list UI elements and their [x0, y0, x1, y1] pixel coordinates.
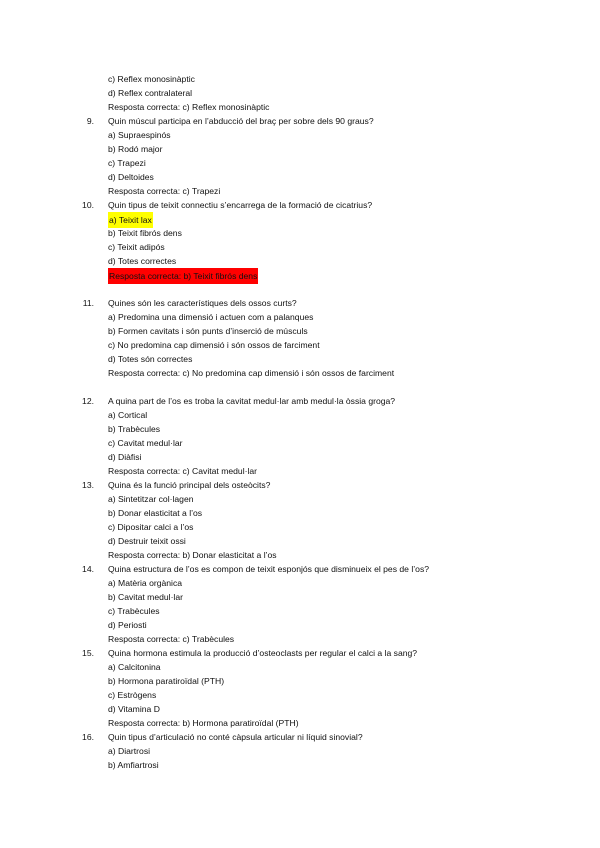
q8-option-d: d) Reflex contralateral — [108, 88, 193, 98]
q14-question: Quina estructura de l’os es compon de teixit esponjós que disminueix el pes de l’os? — [108, 564, 430, 574]
q9-option-d-line — [0, 170, 600, 184]
q10-option-a-highlighted: a) Teixit lax — [108, 212, 153, 228]
q16-question: Quin tipus d’articulació no conté càpsula articular ni líquid sinovial? — [108, 732, 363, 742]
q12-option-b: b) Trabècules — [108, 424, 161, 434]
q8-answer-line — [0, 100, 600, 114]
q15-option-a: a) Calcitonina — [108, 662, 161, 672]
q9-option-a-line — [0, 128, 600, 142]
q12-option-c: c) Cavitat medul·lar — [108, 438, 183, 448]
q10-answer-line — [0, 268, 600, 282]
q8-answer: Resposta correcta: c) Reflex monosinàptic — [108, 102, 270, 112]
q16-option-a: a) Diartrosi — [108, 746, 151, 756]
q12-answer-line — [0, 464, 600, 478]
q11-number: 11. — [82, 298, 94, 308]
q16-option-b: b) Amfiartrosi — [108, 760, 159, 770]
q10-option-d-line — [0, 254, 600, 268]
q15-option-a-line — [0, 660, 600, 674]
q11-option-d: d) Totes són correctes — [108, 354, 193, 364]
q13-number: 13. — [82, 480, 94, 490]
q10-option-a-line — [0, 212, 600, 226]
q10-option-b-line — [0, 226, 600, 240]
q13-question: Quina és la funció principal dels osteòcits? — [108, 480, 271, 490]
q15-option-c-line — [0, 688, 600, 702]
q13-option-a: a) Sintetitzar col·lagen — [108, 494, 194, 504]
q13-option-b: b) Donar elasticitat a l’os — [108, 508, 203, 518]
q10-option-d: d) Totes correctes — [108, 256, 177, 266]
q12-option-a-line — [0, 408, 600, 422]
q9-option-c: c) Trapezi — [108, 158, 146, 168]
q13-option-b-line — [0, 506, 600, 520]
q15-question-line — [0, 646, 600, 660]
q15-option-d: d) Vitamina D — [108, 704, 160, 714]
q14-option-d-line — [0, 618, 600, 632]
q15-option-c: c) Estrògens — [108, 690, 157, 700]
q13-answer-line — [0, 548, 600, 562]
q14-option-c-line — [0, 604, 600, 618]
q11-option-d-line — [0, 352, 600, 366]
q13-question-line — [0, 478, 600, 492]
q9-option-d: d) Deltoides — [108, 172, 154, 182]
q12-question: A quina part de l’os es troba la cavitat medul·lar amb medul·la òssia groga? — [108, 396, 396, 406]
q10-number: 10. — [82, 200, 94, 210]
q15-option-b-line — [0, 674, 600, 688]
q15-answer: Resposta correcta: b) Hormona paratiroïdal (PTH) — [108, 718, 299, 728]
q12-answer: Resposta correcta: c) Cavitat medul·lar — [108, 466, 258, 476]
q11-question-line — [0, 296, 600, 310]
q11-option-b: b) Formen cavitats i són punts d’inserció de músculs — [108, 326, 308, 336]
q14-option-b-line — [0, 590, 600, 604]
q13-option-a-line — [0, 492, 600, 506]
q14-question-line — [0, 562, 600, 576]
q9-question-line — [0, 114, 600, 128]
q9-option-a: a) Supraespinós — [108, 130, 171, 140]
q14-option-b: b) Cavitat medul·lar — [108, 592, 183, 602]
q13-option-d-line — [0, 534, 600, 548]
q15-question: Quina hormona estimula la producció d’osteoclasts per regular el calci a la sang? — [108, 648, 418, 658]
q15-number: 15. — [82, 648, 94, 658]
q8-option-c: c) Reflex monosinàptic — [108, 74, 195, 84]
q9-number: 9. — [86, 116, 94, 126]
q11-option-b-line — [0, 324, 600, 338]
q9-answer: Resposta correcta: c) Trapezi — [108, 186, 221, 196]
q11-question: Quines són les característiques dels ossos curts? — [108, 298, 297, 308]
q11-option-a-line — [0, 310, 600, 324]
q16-option-a-line — [0, 744, 600, 758]
q10-answer-highlighted: Resposta correcta: b) Teixit fibrós dens — [108, 268, 258, 284]
q10-option-c-line — [0, 240, 600, 254]
q13-answer: Resposta correcta: b) Donar elasticitat a l’os — [108, 550, 277, 560]
q9-option-b-line — [0, 142, 600, 156]
q12-question-line — [0, 394, 600, 408]
q12-option-d-line — [0, 450, 600, 464]
q10-question: Quin tipus de teixit connectiu s’encarrega de la formació de cicatrius? — [108, 200, 373, 210]
q14-answer: Resposta correcta: c) Trabècules — [108, 634, 235, 644]
q9-answer-line — [0, 184, 600, 198]
q11-option-c: c) No predomina cap dimensió i són ossos de farciment — [108, 340, 320, 350]
q14-answer-line — [0, 632, 600, 646]
q14-option-d: d) Periosti — [108, 620, 147, 630]
q11-option-a: a) Predomina una dimensió i actuen com a palanques — [108, 312, 314, 322]
q16-number: 16. — [82, 732, 94, 742]
q11-answer-line — [0, 366, 600, 380]
q9-question: Quin múscul participa en l’abducció del braç per sobre dels 90 graus? — [108, 116, 374, 126]
q13-option-c-line — [0, 520, 600, 534]
q15-option-b: b) Hormona paratiroïdal (PTH) — [108, 676, 225, 686]
q12-option-a: a) Cortical — [108, 410, 148, 420]
q13-option-c: c) Dipositar calci a l’os — [108, 522, 194, 532]
q12-option-b-line — [0, 422, 600, 436]
q10-option-c: c) Teixit adipós — [108, 242, 165, 252]
q11-option-c-line — [0, 338, 600, 352]
q14-number: 14. — [82, 564, 94, 574]
q14-option-c: c) Trabècules — [108, 606, 160, 616]
q8-option-c-line — [0, 72, 600, 86]
q15-answer-line — [0, 716, 600, 730]
q14-option-a-line — [0, 576, 600, 590]
q15-option-d-line — [0, 702, 600, 716]
q16-question-line — [0, 730, 600, 744]
q9-option-b: b) Rodó major — [108, 144, 163, 154]
q12-option-c-line — [0, 436, 600, 450]
q9-option-c-line — [0, 156, 600, 170]
q12-number: 12. — [82, 396, 94, 406]
q14-option-a: a) Matèria orgànica — [108, 578, 183, 588]
q16-option-b-line — [0, 758, 600, 772]
q12-option-d: d) Diàfisi — [108, 452, 142, 462]
q8-option-d-line — [0, 86, 600, 100]
q11-answer: Resposta correcta: c) No predomina cap dimensió i són ossos de farciment — [108, 368, 395, 378]
q13-option-d: d) Destruir teixit ossi — [108, 536, 186, 546]
q10-question-line — [0, 198, 600, 212]
q10-option-b: b) Teixit fibrós dens — [108, 228, 182, 238]
